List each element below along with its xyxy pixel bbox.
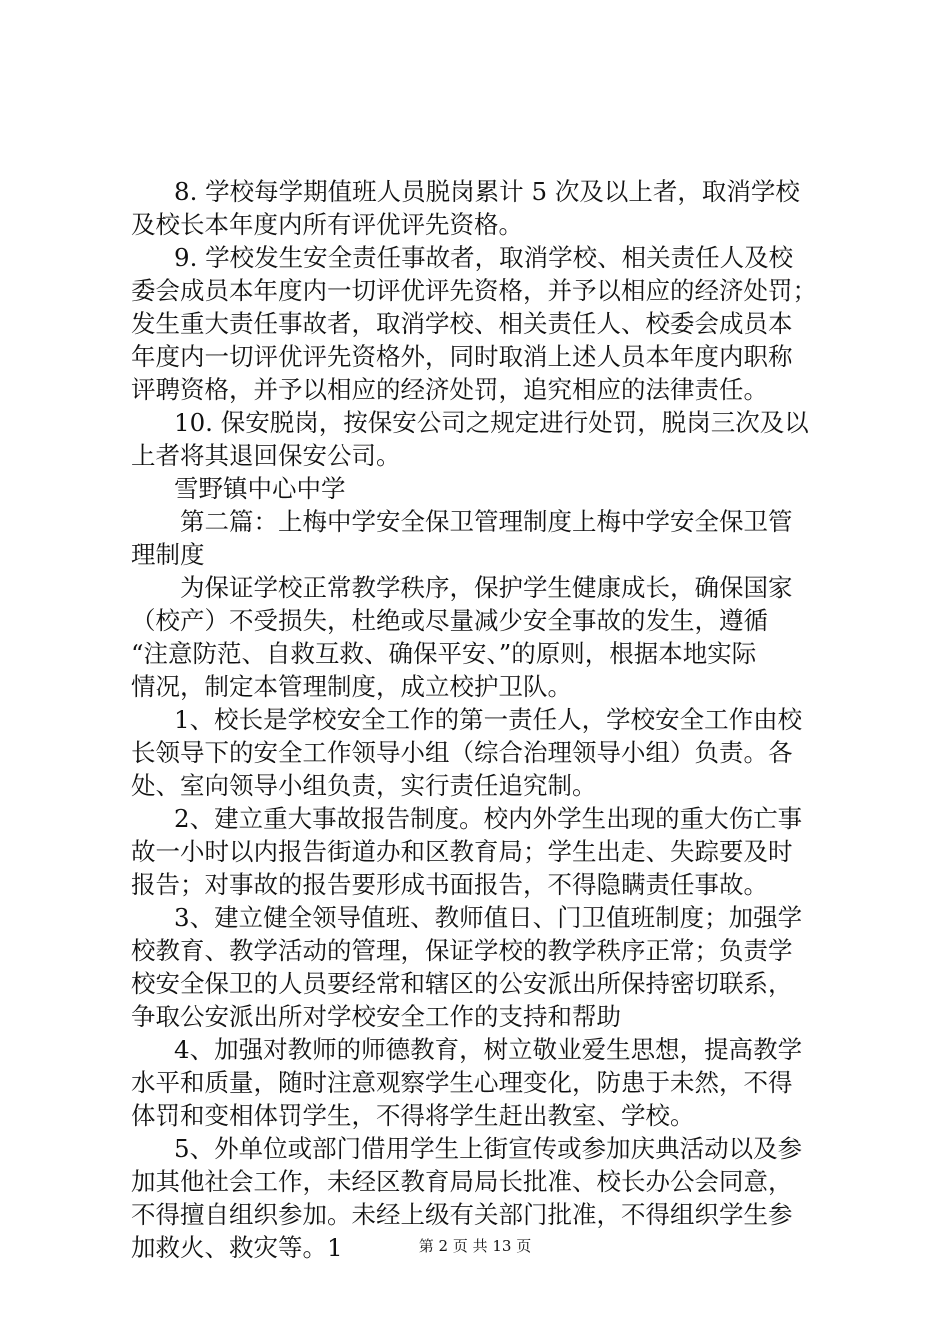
text-line: 2、建立重大事故报告制度。校内外学生出现的重大伤亡事 [174,804,803,833]
section-heading: 理制度 [131,540,205,569]
page-number: 第 2 页 共 13 页 [418,1237,532,1255]
text-line: 水平和质量，随时注意观察学生心理变化，防患于未然，不得 [131,1068,793,1097]
document-body [131,175,831,1264]
text-line: 校安全保卫的人员要经常和辖区的公安派出所保持密切联系， [131,969,793,998]
text-line: 报告；对事故的报告要形成书面报告，不得隐瞒责任事故。 [131,870,768,899]
text-line: 及校长本年度内所有评优评先资格。 [131,210,523,239]
text-line: 上者将其退回保安公司。 [131,441,401,470]
text-line: 评聘资格，并予以相应的经济处罚，追究相应的法律责任。 [131,375,768,404]
section-heading: 第二篇：上梅中学安全保卫管理制度上梅中学安全保卫管 [180,507,793,536]
text-line: 体罚和变相体罚学生，不得将学生赶出教室、学校。 [131,1101,695,1130]
text-line: 年度内一切评优评先资格外，同时取消上述人员本年度内职称 [131,342,793,371]
text-line: 为保证学校正常教学秩序，保护学生健康成长，确保国家 [180,573,793,602]
text-line: 10. 保安脱岗，按保安公司之规定进行处罚，脱岗三次及以 [174,408,809,437]
text-line: 不得擅自组织参加。未经上级有关部门批准，不得组织学生参 [131,1200,793,1229]
text-line: 4、加强对教师的师德教育，树立敬业爱生思想，提高教学 [174,1035,803,1064]
text-line: 争取公安派出所对学校安全工作的支持和帮助 [131,1002,621,1031]
text-line: 3、建立健全领导值班、教师值日、门卫值班制度；加强学 [174,903,803,932]
text-line: 处、室向领导小组负责，实行责任追究制。 [131,771,597,800]
page-footer [0,1236,950,1256]
signature-line: 雪野镇中心中学 [174,474,346,503]
text-line: 校教育、教学活动的管理，保证学校的教学秩序正常；负责学 [131,936,793,965]
text-line: 委会成员本年度内一切评优评先资格，并予以相应的经济处罚； [131,276,817,305]
text-line: 情况，制定本管理制度，成立校护卫队。 [131,672,572,701]
text-line: 加其他社会工作，未经区教育局局长批准、校长办公会同意， [131,1167,793,1196]
text-line: 故一小时以内报告街道办和区教育局；学生出走、失踪要及时 [131,837,793,866]
text-line: 5、外单位或部门借用学生上街宣传或参加庆典活动以及参 [174,1134,803,1163]
text-line: 8. 学校每学期值班人员脱岗累计 5 次及以上者，取消学校 [174,177,800,206]
text-line: 长领导下的安全工作领导小组（综合治理领导小组）负责。各 [131,738,793,767]
text-line: “注意防范、自救互救、确保平安、”的原则，根据本地实际 [131,639,757,668]
text-line: 9. 学校发生安全责任事故者，取消学校、相关责任人及校 [174,243,794,272]
text-line: 发生重大责任事故者，取消学校、相关责任人、校委会成员本 [131,309,793,338]
text-line: 加救火、救灾等。1 [131,1233,343,1262]
text-line: （校产）不受损失，杜绝或尽量减少安全事故的发生，遵循 [131,606,768,635]
text-line: 1、校长是学校安全工作的第一责任人，学校安全工作由校 [174,705,803,734]
